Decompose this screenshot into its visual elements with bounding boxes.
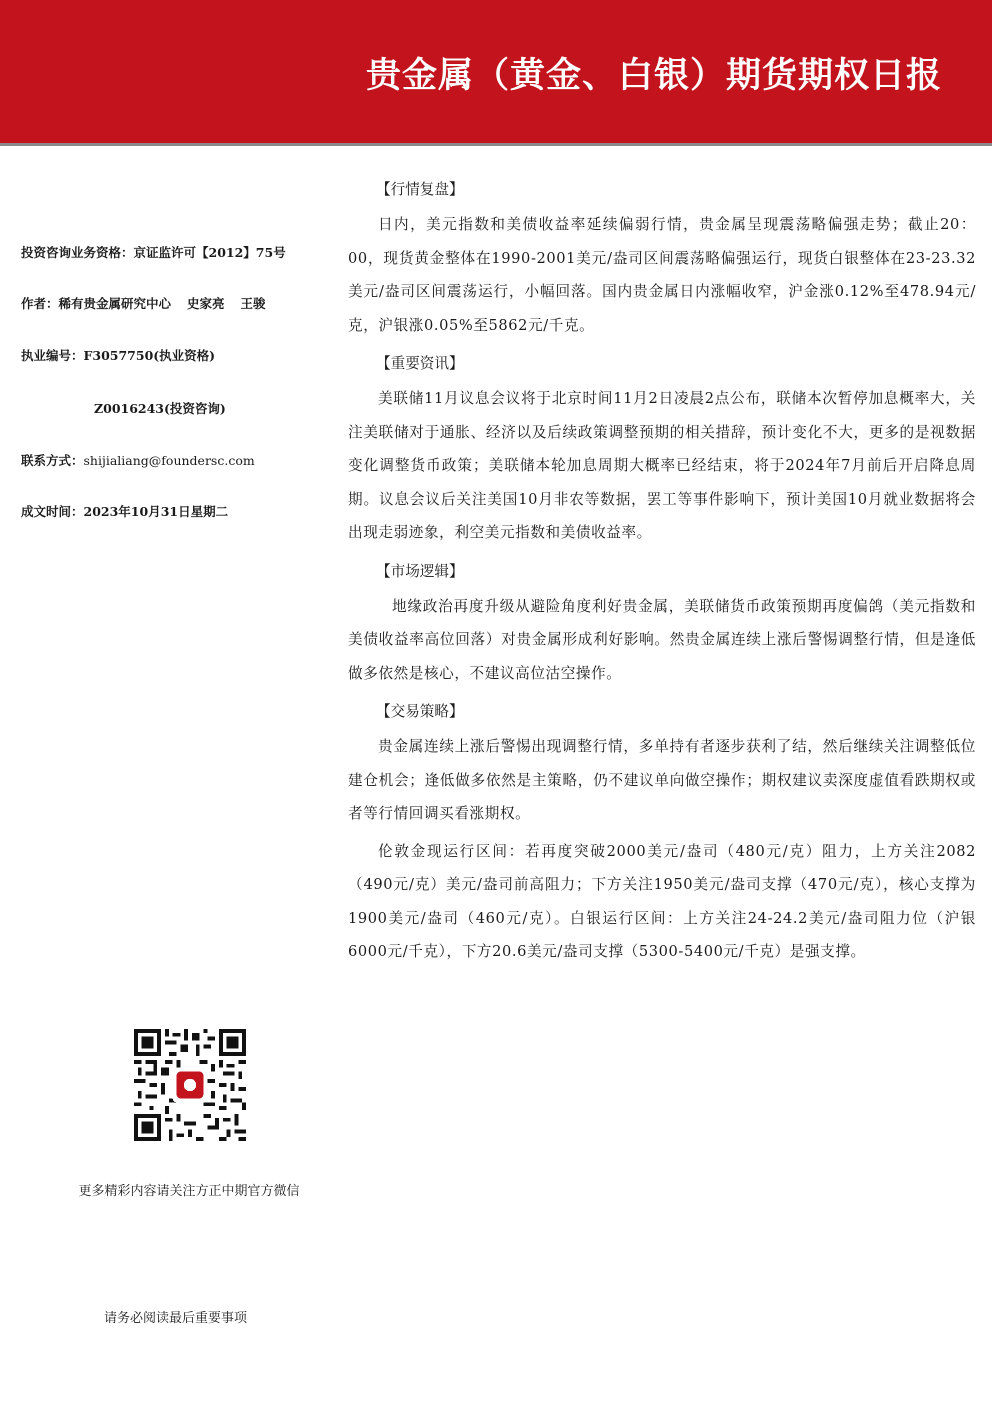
- sidebar: [0, 0, 340, 1403]
- license-label: 执业编号：: [21, 348, 84, 363]
- section-title-review: 【行情复盘】: [376, 181, 464, 198]
- date-line: [21, 502, 228, 520]
- date-label: 成文时间：: [21, 504, 84, 519]
- section-title-logic: 【市场逻辑】: [376, 562, 464, 580]
- qualification-label: 投资咨询业务资格：: [21, 245, 134, 260]
- author-label: 作者：: [21, 296, 59, 311]
- contact-label: 联系方式：: [21, 453, 84, 468]
- date-value: 2023年10月31日星期二: [83, 504, 229, 519]
- author-line: [21, 294, 266, 312]
- author-name-2: 王骏: [240, 296, 266, 311]
- strategy-paragraph-2: 伦敦金现运行区间：若再度突破2000美元/盎司（480元/克）阻力，上方关注2082（490元/克）美元/盎司前高阻力；下方关注1950美元/盎司支撑（470元/克），核心支撑为1900美元/盎司（460元/克）。白银运行区间：上方关注24-24.2美元/盎司阻力位（沪银6000元/千克），下方20.6美元/盎司支撑（5300-5400元/千克）是强支撑。: [348, 842, 976, 960]
- license-1: F3057750(执业资格): [83, 348, 216, 363]
- logic-paragraph: 地缘政治再度升级从避险角度利好贵金属，美联储货币政策预期再度偏鸽（美元指数和美债收益率高位回落）对贵金属形成利好影响。然贵金属连续上涨后警惕调整行情，但是逢低做多依然是核心，不建议高位沽空操作。: [348, 597, 976, 682]
- report-title: 贵金属（黄金、白银）期货期权日报: [365, 56, 942, 96]
- qr-caption: 更多精彩内容请关注方正中期官方微信: [78, 1184, 300, 1199]
- contact-email[interactable]: shijialiang@foundersc.com: [83, 453, 255, 468]
- qr-code-image: [134, 1029, 246, 1141]
- review-paragraph: 日内，美元指数和美债收益率延续偏弱行情，贵金属呈现震荡略偏强走势；截止20：00，现货黄金整体在1990-2001美元/盎司区间震荡略偏强运行，现货白银整体在23-23.32美元/盎司区间震荡运行，小幅回落。国内贵金属日内涨幅收窄，沪金涨0.12%至478.94元/克，沪银涨0.05%至5862元/千克。: [348, 216, 976, 334]
- report-content: [348, 172, 976, 973]
- qualification-line: [21, 243, 286, 261]
- license-2: Z0016243(投资咨询): [94, 401, 226, 416]
- section-title-strategy: 【交易策略】: [376, 703, 464, 720]
- qualification-value: 京证监许可【2012】75号: [133, 245, 286, 260]
- important-notice: 请务必阅读最后重要事项: [104, 1311, 248, 1326]
- strategy-paragraph-1: 贵金属连续上涨后警惕出现调整行情，多单持有者逐步获利了结，然后继续关注调整低位建仓机会；逢低做多依然是主策略，仍不建议单向做空操作；期权建议卖深度虚值看跌期权或者等行情回调买看涨期权。: [348, 738, 976, 822]
- contact-line: [21, 451, 255, 469]
- news-paragraph: 美联储11月议息会议将于北京时间11月2日凌晨2点公布，联储本次暂停加息概率大，关注美联储对于通胀、经济以及后续政策调整预期的相关措辞，预计变化不大，更多的是视数据变化调整货币政策；美联储本轮加息周期大概率已经结束，将于2024年7月前后开启降息周期。议息会议后关注美国10月非农等数据，罢工等事件影响下，预计美国10月就业数据将会出现走弱迹象，利空美元指数和美债收益率。: [348, 390, 976, 541]
- section-title-news: 【重要资讯】: [376, 355, 464, 372]
- license-line-2: [94, 399, 226, 417]
- author-dept: 稀有贵金属研究中心: [58, 296, 172, 311]
- author-name-1: 史家亮: [187, 296, 225, 311]
- license-line: [21, 346, 215, 364]
